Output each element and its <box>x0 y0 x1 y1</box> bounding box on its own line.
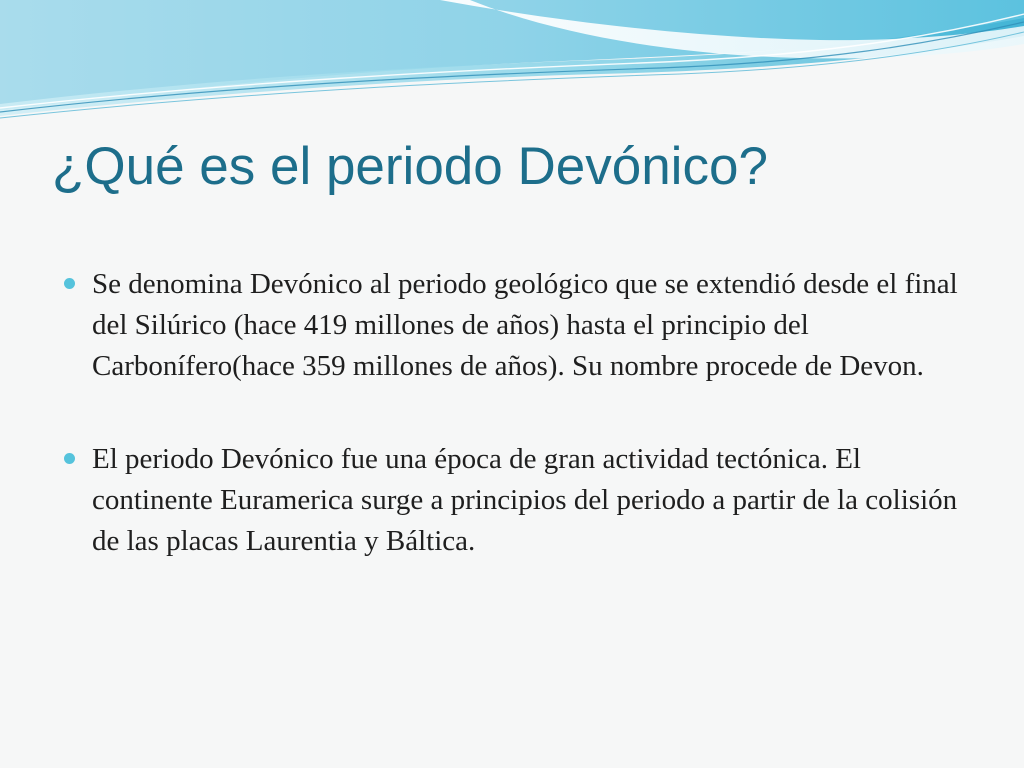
bullet-item <box>60 264 960 387</box>
bullet-dot-icon <box>64 278 75 289</box>
bullet-text: El periodo Devónico fue una época de gran actividad tectónica. El continente Euramerica surge a principios del periodo a partir de la colisión de las placas Laurentia y Báltica. <box>92 443 958 557</box>
header-wave-decoration <box>0 0 1024 130</box>
bullet-dot-icon <box>64 453 75 464</box>
bullet-list <box>60 264 960 614</box>
bullet-text: Se denomina Devónico al periodo geológico que se extendió desde el final del Silúrico (hace 419 millones de años) hasta el principio del Carbonífero(hace 359 millones de años). Su nombre procede de Devon. <box>92 268 958 382</box>
bullet-item <box>60 439 960 562</box>
slide-title: ¿Qué es el periodo Devónico? <box>52 137 768 196</box>
